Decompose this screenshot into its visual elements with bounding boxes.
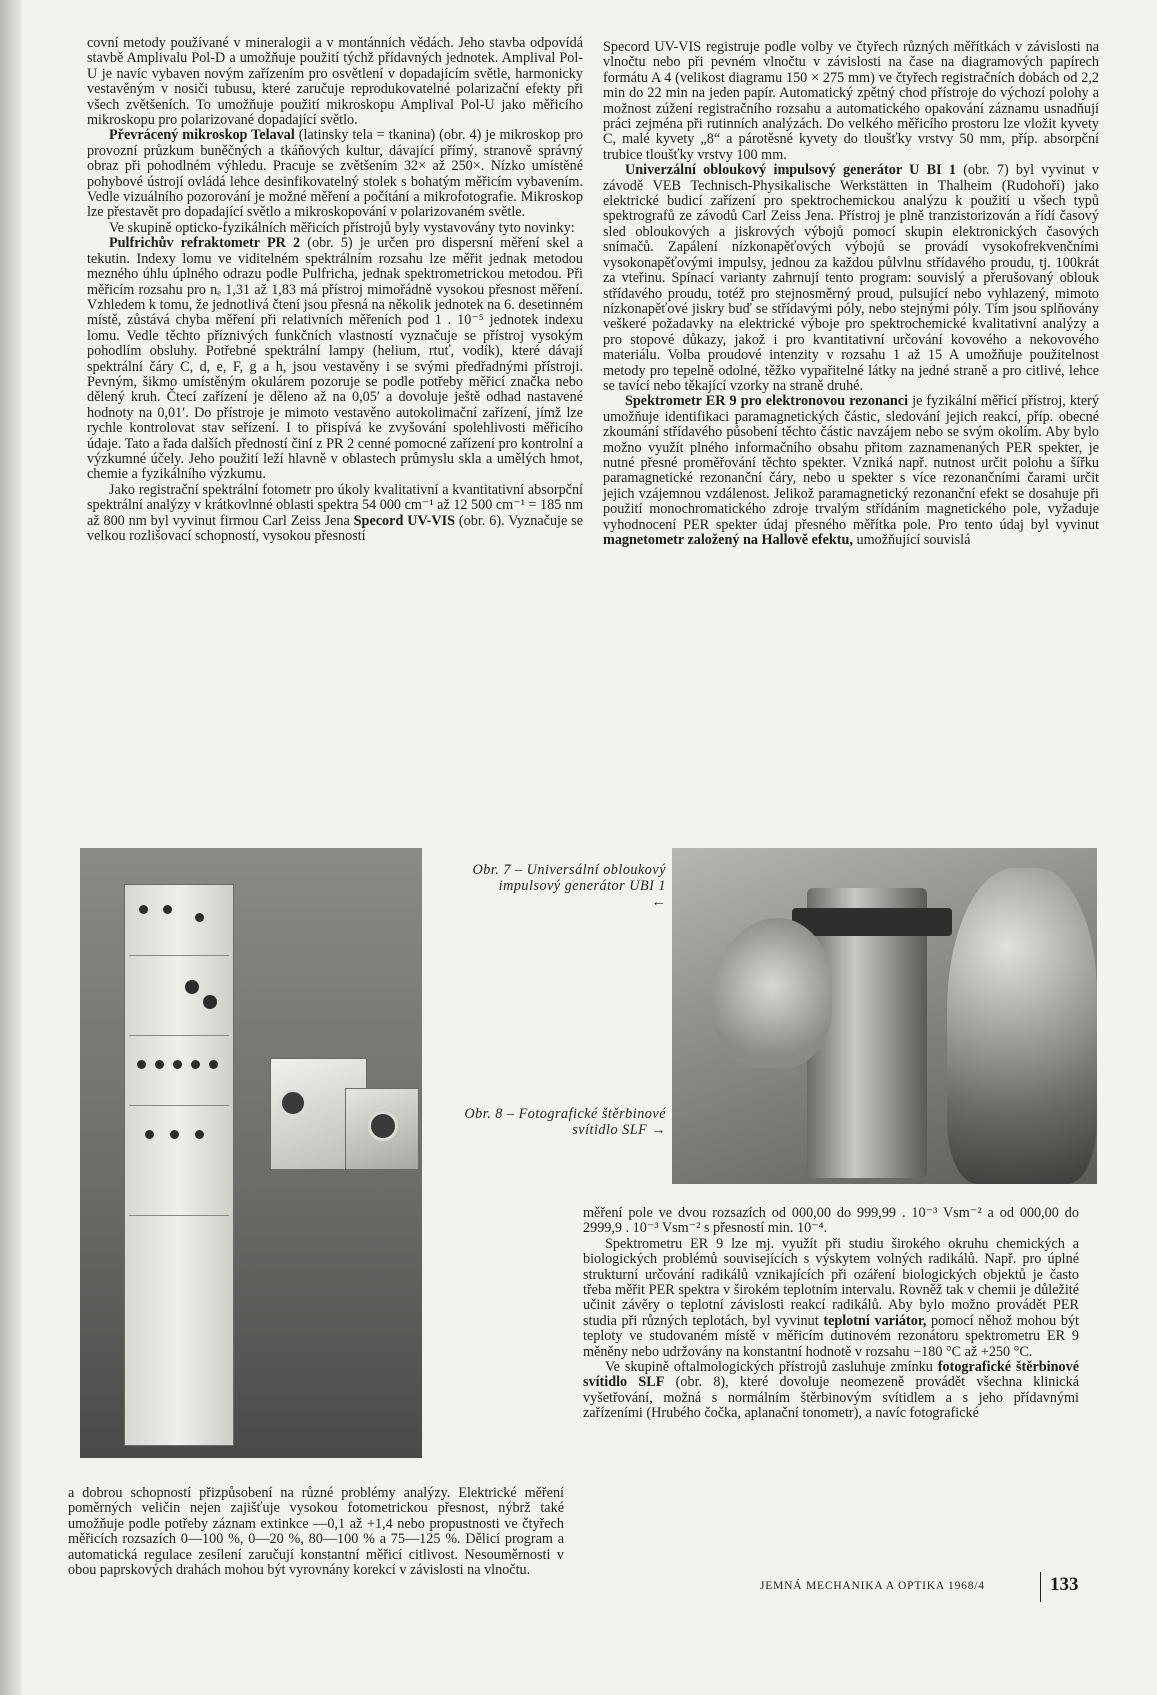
paragraph-text: Ve skupině oftalmologických přístrojů zasluhuje zmínku (605, 1359, 938, 1376)
paragraph-text: je fyzikální měřicí přístroj, který umožňuje identifikaci paramagnetických částic, sledování jejich reakcí, příp. obecné zkoumání střídavého působení těchto částic navzájem nebo se svým okolím. Aby bylo možno využít plného informačního obsahu přitom zaznamenaných PER spekter, je nutné přesné proměřování těchto spekter. Vzniká např. nutnost určit polohu a šířku paramagnetické rezonanční čáry, nebo u spekter s více rezonančními čarami určit jejich vzájemnou vzdálenost. Jelikož paramagnetický rezonanční efekt se dosahuje při použití monochromatického zdroje trvalým střídáním magnetického pole, vyžaduje vyhodnocení PER spekter údaj přesného měřítka pole. Pro tento údaj byl vyvinut (603, 393, 1099, 533)
footer-divider (1040, 1572, 1041, 1602)
generator-spark-stand (345, 1088, 419, 1170)
figure-7-caption-text: Obr. 7 – Universální obloukový impulsový generátor UBI 1 (472, 862, 666, 894)
figure-8-photo-slit-lamp (672, 848, 1097, 1184)
paragraph-text: (obr. 5) je určen pro dispersní měření skel a tekutin. Indexy lomu ve viditelném spektrálním rozsahu lze měřit jednak metodou mezného úhlu úplného odrazu podle Pulfricha, jednak spektrometrickou metodou. Při měřicím rozsahu pro nₑ 1,31 až 1,83 má přístroj mimořádně vysokou přesnost měření. Vzhledem k tomu, že jednotlivá čtení jsou přesná na několik jednotek na 6. desetinném místě, zůstává chyba měření při relativních měřeních pod 1 . 10⁻⁵ jednotek indexu lomu. Vedle těchto příznivých funkčních vlastností vyznačuje se přístroj vysokým pohodlím obsluhy. Potřebné spektrální lampy (helium, rtuť, vodík), které dávají spektrální čáry C, d, e, F, g a h, jsou vestavěny i se svými předřadnými přístroji. Pevným, šikmo umístěným okulárem pozoruje se podle potřeby měřicí značka nebo dělený kruh. Čtecí zařízení je děleno až na 0,05′ a dovoluje ještě odhad nastavené hodnoty na 0,01′. Do přístroje je mimoto vestavěno autokolimační zařízení, jímž lze rychle kontrolovat stav seřízení. I to přispívá ke zvyšování spolehlivosti měřicího údaje. Tato a řada dalších předností činí z PR 2 cenné pomocné zařízení pro kontrolní a výzkumné účely. Jeho použití leží hlavně v oblastech průmyslu skla a umělých hmot, chemie a fyzikálního výzkumu. (87, 235, 583, 483)
paragraph (583, 1206, 1079, 1237)
paragraph-text-cont: (obr. 8), které dovoluje neomezeně provádět všechna klinická vyšetřování, možná s normálním štěrbinovým svítidlem a s jeho přídavnými zařízeními (Hrubého čočka, aplanační tonometr), a navíc fotografické (583, 1374, 1079, 1422)
paragraph-heading: Spektrometr ER 9 pro elektronovou rezonanci (625, 393, 909, 410)
paragraph-text: covní metody používané v mineralogii a v montánních vědách. Jeho stavba odpovídá stavbě Amplivalu Pol-D a umožňuje použití týchž přídavných jednotek. Amplival Pol-U je navíc vybaven novým zařízením pro osvětlení v dopadajícím světle, harmonicky vestavěným v nosiči tubusu, které zaručuje reprodukovatelné polarizační efekty při všech zvětšeních. To umožňuje použití mikroskopu Amplival Pol-U jako měřicího mikroskopu pro polarizované dopadající světlo. (87, 35, 583, 129)
paragraph (68, 1486, 564, 1578)
paragraph-text: (latinsky tela = tkanina) (obr. 4) je mikroskop pro provozní průzkum buněčných a tkáňových kultur, dávající přímý, stranově správný obraz při pohodlném výhledu. Pracuje se zvětšením 32× až 250×. Nízko umístěné pohybové ústrojí ovládá lehce desinfikovatelný stolek s bohatým měřicím vybavením. Vedle vizuálního pozorování je možné měření a počítání a mikrofotografie. Mikroskop lze přestavět pro dopadající světlo a mikroskopování v polarizovaném světle. (87, 127, 583, 221)
paragraph-text-cont: umožňující souvislá (852, 532, 971, 548)
paragraph (603, 40, 1099, 163)
slit-lamp-arm (792, 908, 952, 936)
paragraph-text: (obr. 7) byl vyvinut v závodě VEB Technisch-Physikalische Werkstätten in Thalheim (Rudohoří) jako elektrické budicí zařízení pro spektrochemickou analýzu k použití u všech typů spektrografů ze závodů Carl Zeiss Jena. Přístroj je plně tranzistorizován a řídí časový sled obloukových a jiskrových výbojů pomocí skupin elektronických časových snímačů. Zapálení nízkonapěťových výbojů se provádí vysokofrekvenčními vysokonapěťovými impulsy, jednou za každou půlvlnu střídavého proudu, tj. 100krát za vteřinu. Spínací varianty zahrnují tento program: souvislý a přerušovaný oblouk střídavého proudu, totéž pro stejnosměrný proud, pulsující nebo vyhlazený, mimoto nízkonapěťové jiskry buď se střídavými póly, nebo stejnými póly. Tím jsou splňovány veškeré požadavky na elektrické výboje pro spektrochemické kvalitativní analýzy a pro stopové důkazy, jakož i pro kvantitativní určování kovového a nekovového materiálu. Volba proudové intenzity v rozsahu 1 až 15 A umožňuje použitelnost metody pro tepelně odolné, těžko vypařitelné látky na jedné straně a pro citlivé, lehce se tavící nebo těkající vzorky na straně druhé. (603, 162, 1099, 394)
paragraph (583, 1360, 1079, 1422)
paragraph-text: Specord UV-VIS registruje podle volby ve čtyřech různých měřítkách v závislosti na vlnočtu nebo při pevném vlnočtu v závislosti na čase na diagramových papírech formátu A 4 (velikost diagramu 150 × 275 mm) ve čtyřech registračních dobách od 2,2 min do 22 min na jeden papír. Automatický zpětný chod přístroje do výchozí polohy a možnost zúžení registračního rozsahu a automatického opakování záznamu usnadňují práci zejména při rutinních analýzách. Do velkého měřicího prostoru lze vložit kyvety C, malé kyvety „8“ a párotěsné kyvety do tloušťky vrstvy 50 mm, příp. absorpční trubice tloušťky vrstvy 100 mm. (603, 39, 1099, 163)
inline-term: teplotní variátor, (823, 1312, 927, 1329)
paragraph (603, 163, 1099, 394)
paragraph (87, 236, 583, 483)
paragraph (583, 1237, 1079, 1360)
generator-rack-cabinet (124, 884, 234, 1446)
page-number: 133 (1050, 1574, 1079, 1595)
paragraph-text: a dobrou schopností přizpůsobení na různé problémy analýzy. Elektrické měření poměrných veličin nejen zajišťuje vysokou fotometrickou přesnost, nýbrž také umožňuje podle potřeby záznam extinkce —0,1 až +1,4 nebo propustnosti ve čtyřech měřicích rozsazích 0—100 %, 0—20 %, 80—100 % a 75—125 %. Dělicí program a automatická regulace zesílení zaručují konstantní měřicí citlivost. Nesouměrnosti v obou paprskových drahách mohou být vyrovnány korekcí v závislosti na vlnočtu. (68, 1485, 564, 1579)
examiner-figure (947, 868, 1097, 1184)
paragraph-text: Ve skupině opticko-fyzikálních měřicích přístrojů byly vystavovány tyto novinky: (109, 219, 575, 236)
figure-7-photo-ubi-generator (80, 848, 422, 1458)
paragraph-text: měření pole ve dvou rozsazích od 000,00 do 999,99 . 10⁻³ Vsm⁻² a od 000,00 do 2999,9 . 10⁻³ Vsm⁻² s přesností min. 10⁻⁴. (583, 1205, 1079, 1237)
journal-footer: JEMNÁ MECHANIKA A OPTIKA 1968/4 (760, 1580, 985, 1592)
paragraph-text: Spektrometru ER 9 lze mj. využít při studiu širokého okruhu chemických a biologických problémů souvisejících s výskytem volných radikálů. Např. pro úplné strukturní určování radikálů vznikajících při ozáření biologických objektů je často třeba měřit PER spektra v širokém teplotním intervalu. Rovněž tak v chemii je důležité učinit závěry o teplotní závislosti reakcí radikálů. Aby bylo možno provádět PER studia při různých teplotách, byl vyvinut (583, 1235, 1079, 1329)
left-column-bottom (68, 1486, 564, 1578)
paragraph-heading: Univerzální obloukový impulsový generátor U BI 1 (625, 162, 956, 179)
paragraph (87, 128, 583, 220)
left-arrow-icon: ← (651, 894, 666, 910)
paragraph-heading: Pulfrichův refraktometr PR 2 (109, 235, 301, 252)
inline-term: magnetometr založený na Hallově efektu, (603, 532, 853, 548)
right-arrow-icon: → (651, 1122, 666, 1138)
figure-8-caption-text: Obr. 8 – Fotografické štěrbinové svítidlo SLF (464, 1106, 666, 1138)
paragraph-heading: Převrácený mikroskop Telaval (109, 127, 295, 144)
figure-8-caption (446, 1106, 666, 1138)
right-column-top (603, 40, 1099, 548)
patient-figure (712, 918, 832, 1068)
paragraph-text: Jako registrační spektrální fotometr pro úkoly kvalitativní a kvantitativní absorpční spektrální analýzy v krátkovlnné oblasti spektra 54 000 cm⁻¹ až 12 500 cm⁻¹ = 185 nm až 800 nm byl vyvinut firmou Carl Zeiss Jena (87, 481, 584, 529)
inline-term: fotografické štěrbinové svítidlo SLF (583, 1359, 1079, 1391)
right-column-bottom (583, 1206, 1079, 1422)
paragraph-text-cont: (obr. 6). Vyznačuje se velkou rozlišovací schopností, vysokou přesností (87, 512, 584, 544)
page-binding-shadow (0, 0, 22, 1695)
inline-term: Specord UV-VIS (353, 512, 456, 529)
paragraph (87, 483, 583, 545)
paragraph-text-cont: pomocí něhož mohou být teploty ve studovaném místě v měřicím dutinovém rezonátoru spektrometru ER 9 měněny nebo udržovány na konstantní hodnotě v rozsahu −180 °C až +250 °C. (583, 1312, 1079, 1360)
paragraph (603, 394, 1099, 548)
figure-7-caption (446, 862, 666, 910)
left-column-top (87, 36, 583, 544)
paragraph (87, 36, 583, 128)
paragraph (87, 221, 583, 236)
